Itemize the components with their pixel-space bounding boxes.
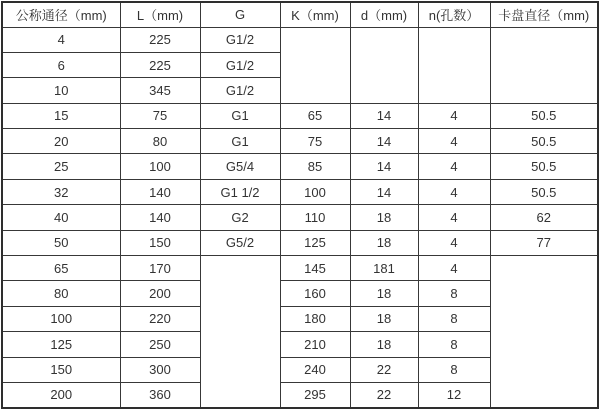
table-cell: 50.5 [490,103,598,128]
table-cell: 77 [490,230,598,255]
table-body [2,27,598,408]
table-cell: 75 [120,103,200,128]
table-cell: 6 [2,52,120,77]
table-cell: 360 [120,382,200,408]
table-cell: G5/2 [200,230,280,255]
table-cell: 100 [2,306,120,331]
table-cell: 4 [2,27,120,52]
table-cell: 22 [350,357,418,382]
table-cell [350,27,418,103]
table-cell: 225 [120,52,200,77]
table-header [2,2,598,27]
table-cell: 14 [350,154,418,179]
table-cell: 181 [350,256,418,281]
column-header-l: L（mm) [120,2,200,27]
spec-table [1,1,599,409]
table-cell [490,256,598,408]
table-cell: 4 [418,256,490,281]
table-cell: G1/2 [200,78,280,103]
table-cell: 200 [120,281,200,306]
table-cell: 40 [2,205,120,230]
table-cell: 22 [350,382,418,408]
table-cell: 250 [120,332,200,357]
table-cell: 50 [2,230,120,255]
table-cell: 140 [120,205,200,230]
table-cell: 225 [120,27,200,52]
table-row [2,230,598,255]
table-cell: G1 [200,129,280,154]
table-cell: 100 [280,179,350,204]
table-row [2,154,598,179]
table-row [2,179,598,204]
table-cell: 145 [280,256,350,281]
table-cell: 18 [350,230,418,255]
table-cell: 150 [2,357,120,382]
table-cell [280,27,350,103]
table-cell: 50.5 [490,154,598,179]
table-cell: 240 [280,357,350,382]
table-cell: 32 [2,179,120,204]
table-cell [490,27,598,103]
table-cell: 8 [418,332,490,357]
table-cell: 180 [280,306,350,331]
table-cell: 140 [120,179,200,204]
table-row [2,27,598,52]
table-cell: 85 [280,154,350,179]
table-cell: 62 [490,205,598,230]
table-cell: 25 [2,154,120,179]
table-cell: 4 [418,154,490,179]
table-cell: 125 [280,230,350,255]
table-cell: 220 [120,306,200,331]
table-row [2,256,598,281]
table-cell: 12 [418,382,490,408]
table-cell: 160 [280,281,350,306]
table-cell: 15 [2,103,120,128]
table-cell: 300 [120,357,200,382]
table-cell: 50.5 [490,129,598,154]
table-cell: 18 [350,306,418,331]
table-cell: 18 [350,205,418,230]
table-cell [200,256,280,408]
table-cell: 4 [418,230,490,255]
table-cell: 8 [418,281,490,306]
table-cell: 125 [2,332,120,357]
table-cell: 80 [120,129,200,154]
table-cell: G2 [200,205,280,230]
table-cell: 8 [418,306,490,331]
table-cell: 8 [418,357,490,382]
table-cell: 4 [418,205,490,230]
table-cell: 20 [2,129,120,154]
table-cell: G1/2 [200,52,280,77]
table-cell: G1 [200,103,280,128]
table-cell: 150 [120,230,200,255]
table-cell: 18 [350,332,418,357]
header-row [2,2,598,27]
table-row [2,205,598,230]
table-cell: 345 [120,78,200,103]
table-cell: 4 [418,129,490,154]
table-cell: 18 [350,281,418,306]
table-cell: 75 [280,129,350,154]
table-cell: 210 [280,332,350,357]
table-cell: 80 [2,281,120,306]
table-cell: 14 [350,179,418,204]
table-cell: 4 [418,179,490,204]
table-cell: G5/4 [200,154,280,179]
table-row [2,103,598,128]
table-cell: 110 [280,205,350,230]
table-cell: G1/2 [200,27,280,52]
table-cell: 14 [350,103,418,128]
column-header-d: d（mm) [350,2,418,27]
table-cell: 14 [350,129,418,154]
table-cell: 295 [280,382,350,408]
column-header-n-holes: n(孔数） [418,2,490,27]
table-cell: 100 [120,154,200,179]
table-cell: G1 1/2 [200,179,280,204]
table-cell: 4 [418,103,490,128]
table-cell: 65 [280,103,350,128]
table-row [2,129,598,154]
table-cell: 200 [2,382,120,408]
table-cell: 170 [120,256,200,281]
table-cell: 50.5 [490,179,598,204]
column-header-k: K（mm) [280,2,350,27]
column-header-g: G [200,2,280,27]
column-header-chuck-diameter: 卡盘直径（mm) [490,2,598,27]
table-cell: 10 [2,78,120,103]
column-header-nominal-diameter: 公称通径（mm) [2,2,120,27]
table-cell: 65 [2,256,120,281]
table-cell [418,27,490,103]
